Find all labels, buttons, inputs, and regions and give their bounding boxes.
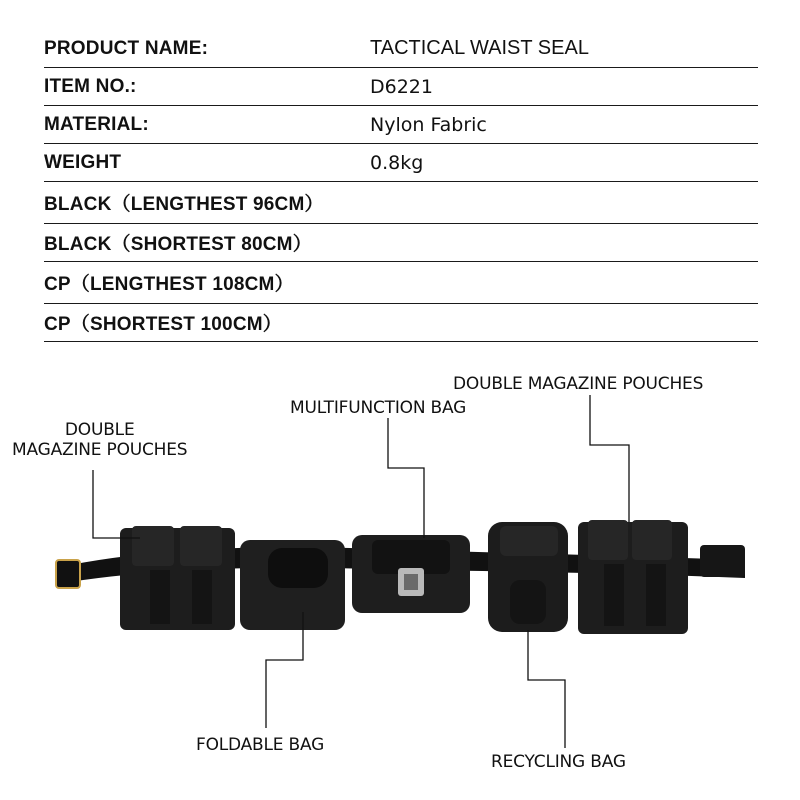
- belt-diagram: [0, 350, 800, 800]
- spec-label: MATERIAL:: [44, 113, 149, 135]
- leader-multifunction: [388, 418, 424, 538]
- spec-table: [44, 30, 758, 342]
- spec-label: CP（LENGTHEST 108CM）: [44, 274, 294, 295]
- callout-line: DOUBLE: [64, 420, 135, 440]
- spec-label: BLACK（LENGTHEST 96CM）: [44, 194, 324, 215]
- left-buckle: [56, 560, 80, 588]
- spec-row-item-no: [44, 68, 758, 106]
- left-magazine-pouches: [120, 526, 235, 630]
- recycling-bag: [488, 522, 568, 632]
- right-magazine-pouches: [578, 520, 688, 634]
- spec-row-cp-shortest: [44, 304, 758, 342]
- callout-left-magazine: [12, 420, 187, 460]
- spec-row-black-longest: [44, 182, 758, 224]
- spec-row-product-name: [44, 30, 758, 68]
- spec-value: 0.8kg: [370, 151, 424, 174]
- right-strap-end: [700, 545, 745, 577]
- spec-row-weight: [44, 144, 758, 182]
- multifunction-bag: [352, 535, 470, 613]
- spec-label: WEIGHT: [44, 151, 122, 173]
- spec-row-cp-longest: [44, 262, 758, 304]
- callout-right-magazine: DOUBLE MAGAZINE POUCHES: [453, 374, 704, 394]
- spec-label: PRODUCT NAME:: [44, 37, 209, 59]
- spec-row-black-shortest: [44, 224, 758, 262]
- callout-foldable: FOLDABLE BAG: [196, 735, 325, 755]
- callout-line: MAGAZINE POUCHES: [12, 440, 188, 460]
- spec-value: Nylon Fabric: [370, 113, 487, 136]
- leader-recycling: [528, 630, 565, 748]
- spec-label: ITEM NO.:: [44, 75, 137, 97]
- leader-right-magazine: [590, 395, 629, 522]
- spec-label: BLACK（SHORTEST 80CM）: [44, 234, 312, 255]
- spec-value: D6221: [370, 75, 433, 98]
- spec-row-material: [44, 106, 758, 144]
- spec-value: TACTICAL WAIST SEAL: [370, 37, 589, 59]
- spec-label: CP（SHORTEST 100CM）: [44, 314, 282, 335]
- callout-multifunction: MULTIFUNCTION BAG: [290, 398, 467, 418]
- foldable-bag: [240, 540, 345, 630]
- callout-recycling: RECYCLING BAG: [491, 752, 626, 772]
